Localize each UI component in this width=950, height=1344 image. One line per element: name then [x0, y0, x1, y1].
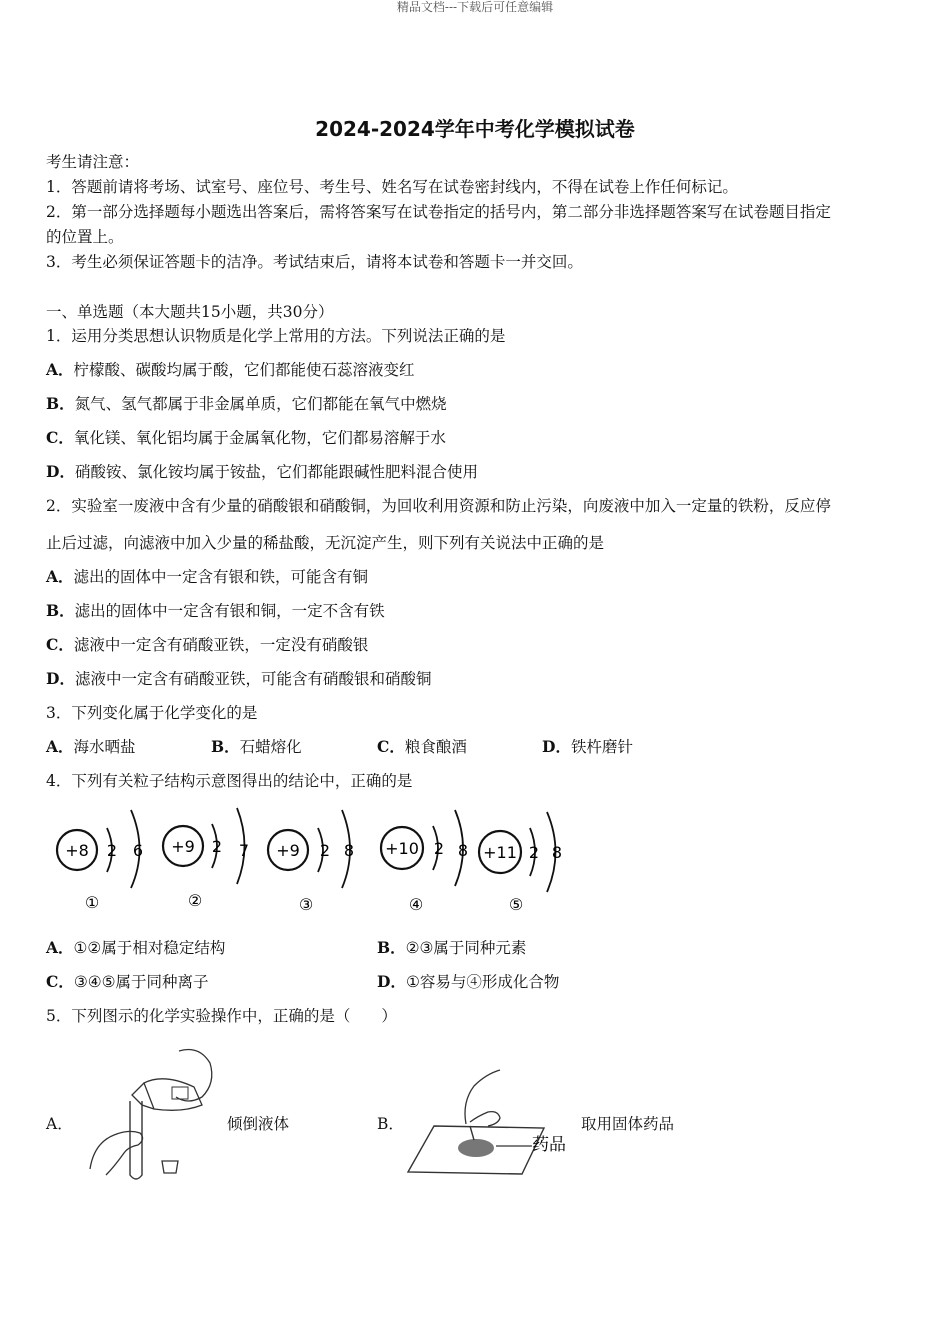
option-label: A． [46, 737, 74, 756]
option-label: D． [46, 462, 75, 481]
notice-item-2-cont: 的位置上。 [46, 228, 124, 246]
option-label: C． [46, 972, 74, 991]
nucleus-charge: +9 [276, 841, 300, 860]
option-text: 滤出的固体中一定含有银和铜，一定不含有铁 [74, 602, 385, 620]
q3-option-d[interactable] [542, 736, 633, 758]
shell-electrons: 8 [457, 841, 469, 860]
section-heading: 一、单选题（本大题共15小题，共30分） [46, 303, 334, 321]
q2-stem-line-2: 止后过滤，向滤液中加入少量的稀盐酸，无沉淀产生，则下列有关说法中正确的是 [46, 534, 605, 552]
q3-option-a[interactable] [46, 736, 136, 758]
q4-option-a[interactable] [46, 937, 225, 959]
bottle-label [172, 1087, 188, 1099]
notice-item-3: 3．考生必须保证答题卡的洁净。考试结束后，请将本试卷和答题卡一并交回。 [46, 253, 583, 271]
q5-option-b-label[interactable]: B． [377, 1115, 404, 1133]
shell-electrons: 2 [211, 837, 223, 856]
q1-stem: 1．运用分类思想认识物质是化学上常用的方法。下列说法正确的是 [46, 327, 506, 345]
notice-heading: 考生请注意： [46, 153, 140, 171]
q5-stem: 5．下列图示的化学实验操作中，正确的是（ ） [46, 1007, 397, 1025]
option-text: 柠檬酸、碳酸均属于酸，它们都能使石蕊溶液变红 [73, 361, 415, 379]
shell-electrons: 7 [238, 841, 250, 860]
option-label: D． [542, 737, 571, 756]
shell-electrons: 6 [132, 841, 144, 860]
option-text: 滤液中一定含有硝酸亚铁，可能含有硝酸银和硝酸铜 [74, 670, 432, 688]
option-text: 海水晒盐 [73, 738, 136, 756]
page-header: 精品文档---下载后可任意编辑 [396, 0, 554, 14]
q4-option-d[interactable] [377, 971, 559, 993]
q3-option-c[interactable] [377, 736, 467, 758]
q3-option-b[interactable] [211, 736, 302, 758]
left-hand-outline [90, 1131, 143, 1175]
particle-5 [479, 812, 562, 914]
nucleus-charge: +9 [171, 837, 195, 856]
particle-label: ⑤ [508, 895, 524, 914]
particle-structure-diagram [40, 800, 580, 920]
q1-option-a[interactable] [46, 359, 904, 381]
option-text: 滤出的固体中一定含有银和铁，可能含有铜 [73, 568, 369, 586]
particle-label: ③ [298, 895, 314, 914]
reagent-bottle [144, 1079, 202, 1111]
spatula [470, 1126, 474, 1140]
notice-item-2: 2．第一部分选择题每小题选出答案后，需将答案写在试卷指定的括号内，第二部分非选择题答案写在试卷题目指定 [46, 203, 831, 221]
q1-option-b[interactable] [46, 393, 904, 415]
particle-2 [163, 808, 249, 910]
particle-4 [381, 810, 468, 914]
option-label: A． [46, 567, 74, 586]
shell-electrons: 2 [319, 841, 331, 860]
particle-label: ④ [408, 895, 424, 914]
q2-option-c[interactable] [46, 634, 904, 656]
nucleus-charge: +8 [65, 841, 89, 860]
shell-electrons: 2 [106, 841, 118, 860]
option-label: A． [46, 360, 74, 379]
q5-option-a-text: 倾倒液体 [227, 1115, 290, 1133]
option-label: D． [46, 669, 75, 688]
q1-option-d[interactable] [46, 461, 904, 483]
particle-1 [57, 810, 143, 912]
q2-option-a[interactable] [46, 566, 904, 588]
reagent-label: 药品 [532, 1135, 566, 1155]
shell-electrons: 8 [343, 841, 355, 860]
fingers-outline [470, 1112, 500, 1126]
q2-option-b[interactable] [46, 600, 904, 622]
test-tube [130, 1101, 142, 1179]
reagent-pile [458, 1139, 494, 1157]
option-label: B． [46, 601, 75, 620]
hand-outline [465, 1070, 500, 1124]
option-text: ①②属于相对稳定结构 [73, 939, 226, 957]
q4-option-b[interactable] [377, 937, 526, 959]
shell-electrons: 2 [528, 843, 540, 862]
bottle-neck [132, 1083, 154, 1109]
q5-option-b-text: 取用固体药品 [581, 1115, 675, 1133]
q4-option-c[interactable] [46, 971, 209, 993]
option-label: B． [46, 394, 75, 413]
option-label: D． [377, 972, 406, 991]
q5-option-a-label[interactable]: A． [46, 1115, 73, 1133]
option-text: 氧化镁、氧化铝均属于金属氧化物，它们都易溶解于水 [73, 429, 446, 447]
shell-electrons: 2 [433, 839, 445, 858]
option-text: 石蜡熔化 [239, 738, 302, 756]
q2-option-d[interactable] [46, 668, 904, 690]
option-text: ②③属于同种元素 [405, 939, 527, 957]
option-text: 硝酸铵、氯化铵均属于铵盐，它们都能跟碱性肥料混合使用 [74, 463, 478, 481]
option-label: B． [377, 938, 406, 957]
taking-solid-reagent-illustration [404, 1066, 579, 1181]
q3-stem: 3．下列变化属于化学变化的是 [46, 704, 258, 722]
option-text: 铁杵磨针 [570, 738, 633, 756]
option-label: B． [211, 737, 240, 756]
option-text: 滤液中一定含有硝酸亚铁，一定没有硝酸银 [73, 636, 369, 654]
particle-label: ② [187, 891, 203, 910]
q4-stem: 4．下列有关粒子结构示意图得出的结论中，正确的是 [46, 772, 413, 790]
bottle-stopper [162, 1161, 178, 1173]
q2-stem-line-1: 2．实验室一废液中含有少量的硝酸银和硝酸铜，为回收利用资源和防止污染，向废液中加入一定量的铁粉，反应停 [46, 497, 831, 515]
particle-3 [268, 810, 354, 914]
option-text: ③④⑤属于同种离子 [73, 973, 209, 991]
nucleus-charge: +11 [483, 843, 517, 862]
option-label: C． [46, 428, 74, 447]
particle-label: ① [84, 893, 100, 912]
option-label: C． [46, 635, 74, 654]
option-text: 粮食酿酒 [404, 738, 467, 756]
option-label: C． [377, 737, 405, 756]
q1-option-c[interactable] [46, 427, 904, 449]
pouring-liquid-illustration [84, 1043, 219, 1183]
option-text: ①容易与④形成化合物 [405, 973, 560, 991]
shell-electrons: 8 [551, 843, 563, 862]
option-label: A． [46, 938, 74, 957]
page-title: 2024-2024学年中考化学模拟试卷 [315, 117, 635, 141]
nucleus-charge: +10 [385, 839, 419, 858]
hand-outline [176, 1050, 212, 1102]
option-text: 氮气、氢气都属于非金属单质，它们都能在氧气中燃烧 [74, 395, 447, 413]
notice-item-1: 1．答题前请将考场、试室号、座位号、考生号、姓名写在试卷密封线内，不得在试卷上作任何标记。 [46, 178, 738, 196]
